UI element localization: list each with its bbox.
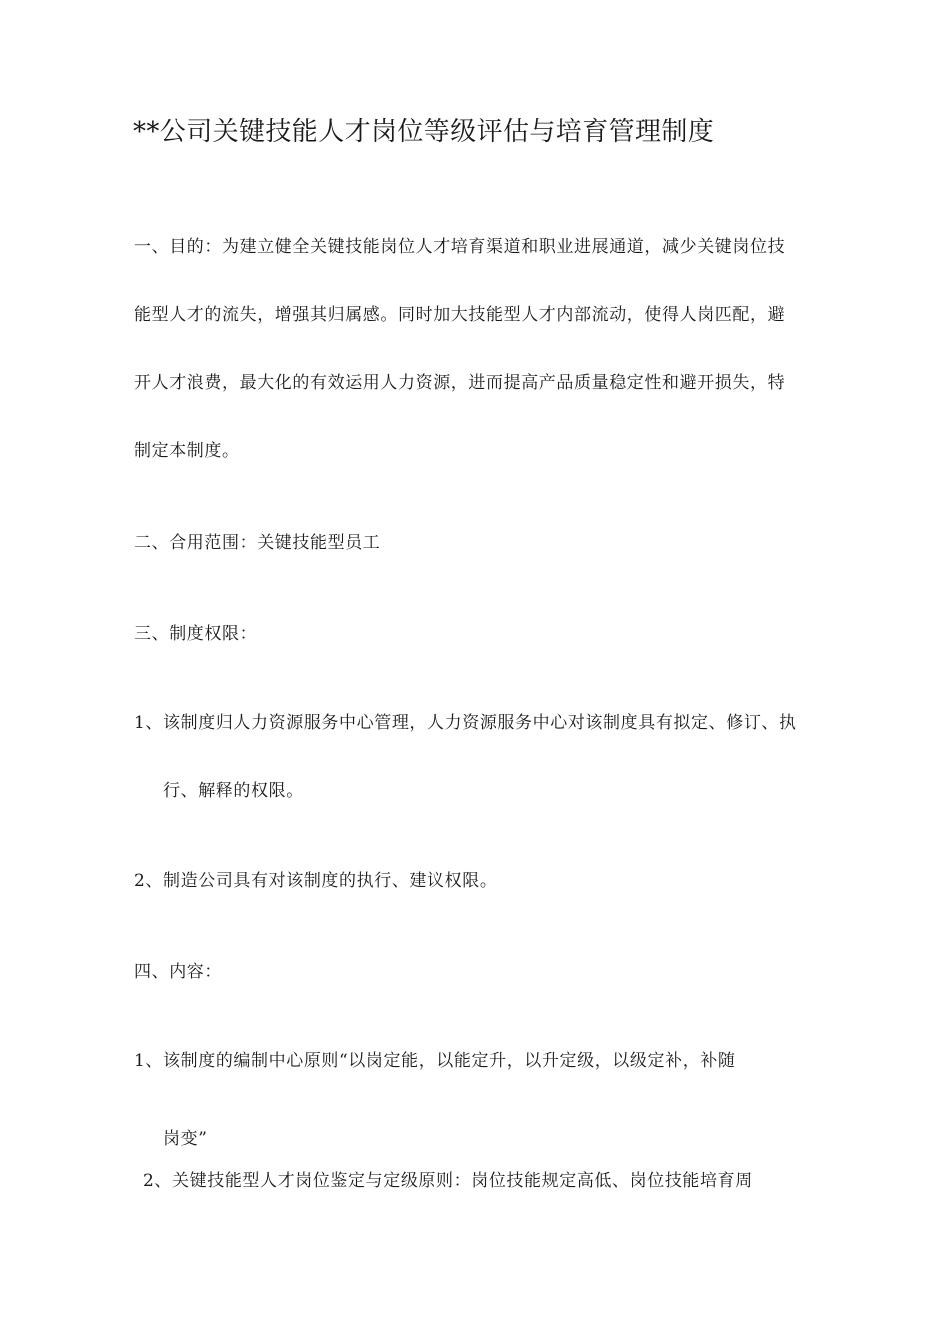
authority-heading: 三、制度权限： <box>134 624 258 644</box>
scope-line: 二、合用范围：关键技能型员工 <box>134 533 381 553</box>
purpose-line-1: 一、目的：为建立健全关键技能岗位人才培育渠道和职业进展通道，减少关键岗位技 <box>134 237 786 257</box>
purpose-line-2: 能型人才的流失，增强其归属感。同时加大技能型人才内部流动，使得人岗匹配，避 <box>134 305 786 325</box>
authority-item-1-line-1: 1、该制度归人力资源服务中心管理，人力资源服务中心对该制度具有拟定、修订、执 <box>134 713 797 733</box>
purpose-line-4: 制定本制度。 <box>134 441 240 461</box>
authority-item-1-line-2: 行、解释的权限。 <box>163 781 304 801</box>
content-heading: 四、内容： <box>134 962 222 982</box>
content-item-2: 2、关键技能型人才岗位鉴定与定级原则：岗位技能规定高低、岗位技能培育周 <box>143 1171 753 1191</box>
content-item-1-line-2: 岗变” <box>163 1129 208 1149</box>
authority-item-2: 2、制造公司具有对该制度的执行、建议权限。 <box>134 871 498 891</box>
purpose-line-3: 开人才浪费，最大化的有效运用人力资源，进而提高产品质量稳定性和避开损失，特 <box>134 373 786 393</box>
document-title: **公司关键技能人才岗位等级评估与培育管理制度 <box>133 117 715 147</box>
content-item-1-line-1: 1、该制度的编制中心原则“以岗定能，以能定升，以升定级，以级定补，补随 <box>134 1051 736 1071</box>
